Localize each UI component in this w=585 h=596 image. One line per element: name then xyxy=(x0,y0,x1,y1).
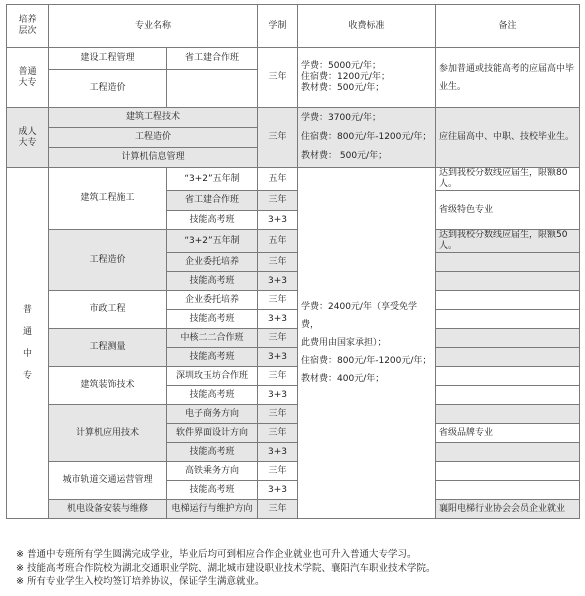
fee-line: 教材费：400元/年； xyxy=(301,374,385,384)
fees-cell xyxy=(298,168,436,519)
header-major: 专业名称 xyxy=(49,5,258,48)
class-cell: 技能高考班 xyxy=(167,481,258,500)
level-label: 普通中专 xyxy=(23,305,33,381)
remark-cell: 应往届高中、中职、技校毕业生。 xyxy=(436,108,580,168)
level-cell xyxy=(7,168,49,519)
remark-cell xyxy=(436,253,580,272)
header-duration: 学制 xyxy=(258,5,298,48)
class-cell: 省工建合作班 xyxy=(167,191,258,211)
remark-cell xyxy=(436,386,580,405)
level-cell xyxy=(7,108,49,168)
duration-cell: 三年 xyxy=(258,108,298,168)
major-cell: 建筑装饰技术 xyxy=(49,367,167,405)
table-row xyxy=(7,291,580,310)
table-row xyxy=(7,329,580,348)
duration-cell: 三年 xyxy=(258,462,298,481)
duration-cell: 3+3 xyxy=(258,481,298,500)
header-row xyxy=(7,5,580,48)
fee-line: 住宿费：1200元/年； xyxy=(301,72,390,82)
fee-line: 住宿费：800元/年-1200元/年； xyxy=(301,356,432,366)
remark-cell xyxy=(436,329,580,348)
class-cell: 软件界面设计方向 xyxy=(167,424,258,443)
class-cell: 技能高考班 xyxy=(167,211,258,230)
table-row xyxy=(7,230,580,253)
remark-cell xyxy=(436,367,580,386)
class-cell: 高铁乘务方向 xyxy=(167,462,258,481)
remark-cell: 达到我校分数线应届生，限额80人。 xyxy=(436,168,580,191)
admissions-table xyxy=(6,4,580,519)
fees-cell xyxy=(298,48,436,108)
header-fees: 收费标准 xyxy=(298,5,436,48)
major-cell: 建设工程管理 xyxy=(49,48,167,70)
class-cell: 技能高考班 xyxy=(167,443,258,462)
fee-line: 住宿费：800元/年-1200元/年； xyxy=(301,132,432,142)
class-cell: “3+2”五年制 xyxy=(167,230,258,253)
major-cell: 工程造价 xyxy=(49,230,167,291)
duration-cell: 三年 xyxy=(258,367,298,386)
major-cell: 计算机应用技术 xyxy=(49,405,167,462)
level-label: 普通大专 xyxy=(18,66,37,88)
footnote: ※ 技能高考班合作院校为湖北交通职业学院、湖北城市建设职业技术学院、襄阳汽车职业技术学院。 xyxy=(16,562,436,574)
duration-cell: 3+3 xyxy=(258,211,298,230)
remark-cell: 达到我校分数线应届生，限额50人。 xyxy=(436,230,580,253)
table-row xyxy=(7,500,580,519)
table-row xyxy=(7,48,580,70)
duration-cell: 三年 xyxy=(258,424,298,443)
duration-cell: 三年 xyxy=(258,48,298,108)
class-cell xyxy=(167,70,258,108)
remark-cell: 襄阳电梯行业协会会员企业就业 xyxy=(436,500,580,519)
class-cell: 电梯运行与维护方向 xyxy=(167,500,258,519)
footnotes xyxy=(16,548,576,589)
duration-cell: 五年 xyxy=(258,168,298,191)
table-row xyxy=(7,108,580,128)
remark-cell xyxy=(436,443,580,462)
class-cell: 技能高考班 xyxy=(167,386,258,405)
remark-cell xyxy=(436,310,580,329)
footnote: ※ 所有专业学生入校均签订培养协议，保证学生满意就业。 xyxy=(16,576,265,587)
major-cell: 工程测量 xyxy=(49,329,167,367)
duration-cell: 3+3 xyxy=(258,386,298,405)
header-remarks: 备注 xyxy=(436,5,580,48)
fee-line: 教材费：500元/年； xyxy=(301,83,385,93)
duration-cell: 3+3 xyxy=(258,310,298,329)
remark-cell xyxy=(436,348,580,367)
class-cell: 技能高考班 xyxy=(167,348,258,367)
remark-cell: 省级品牌专业 xyxy=(436,424,580,443)
level-cell xyxy=(7,48,49,108)
fee-line: 学费：5000元/年； xyxy=(301,61,381,71)
table-row xyxy=(7,168,580,191)
class-cell: 中核二二合作班 xyxy=(167,329,258,348)
major-cell: 工程造价 xyxy=(49,128,258,148)
fee-line: 教材费： 500元/年； xyxy=(301,151,388,161)
table-row xyxy=(7,462,580,481)
class-cell: 企业委托培养 xyxy=(167,291,258,310)
duration-cell: 3+3 xyxy=(258,348,298,367)
class-cell: 技能高考班 xyxy=(167,310,258,329)
class-cell: 深圳玫玉坊合作班 xyxy=(167,367,258,386)
class-cell: “3+2”五年制 xyxy=(167,168,258,191)
major-cell: 市政工程 xyxy=(49,291,167,329)
duration-cell: 五年 xyxy=(258,230,298,253)
fee-line: 此费用由国家承担）； xyxy=(301,338,387,348)
duration-cell: 3+3 xyxy=(258,443,298,462)
table-row xyxy=(7,367,580,386)
remark-cell xyxy=(436,48,580,108)
major-cell: 机电设备安装与维修 xyxy=(49,500,167,519)
header-level-text: 培养层次 xyxy=(18,15,37,36)
class-cell: 省工建合作班 xyxy=(167,48,258,70)
level-label: 成人大专 xyxy=(18,126,37,148)
remark-cell xyxy=(436,462,580,481)
table-row xyxy=(7,405,580,424)
major-cell: 工程造价 xyxy=(49,70,167,108)
duration-cell: 三年 xyxy=(258,253,298,272)
fees-cell xyxy=(298,108,436,168)
fee-line: 学费：2400元/年（享受免学费， xyxy=(301,302,417,330)
major-cell: 建筑工程技术 xyxy=(49,108,258,128)
fee-line: 学费：3700元/年； xyxy=(301,113,381,123)
remark-cell xyxy=(436,405,580,424)
duration-cell: 三年 xyxy=(258,405,298,424)
duration-cell: 3+3 xyxy=(258,272,298,291)
class-cell: 电子商务方向 xyxy=(167,405,258,424)
major-cell: 建筑工程施工 xyxy=(49,168,167,230)
duration-cell: 三年 xyxy=(258,329,298,348)
duration-cell: 三年 xyxy=(258,191,298,211)
remark-cell xyxy=(436,291,580,310)
duration-cell: 三年 xyxy=(258,500,298,519)
major-cell: 计算机信息管理 xyxy=(49,148,258,168)
header-level xyxy=(7,5,49,48)
remark-text: 参加普通或技能高考的应届高中毕业生。 xyxy=(439,63,575,92)
class-cell: 技能高考班 xyxy=(167,272,258,291)
class-cell: 企业委托培养 xyxy=(167,253,258,272)
remark-cell xyxy=(436,272,580,291)
major-cell: 城市轨道交通运营管理 xyxy=(49,462,167,500)
remark-cell xyxy=(436,481,580,500)
duration-cell: 三年 xyxy=(258,291,298,310)
footnote: ※ 普通中专班所有学生圆满完成学业，毕业后均可到相应合作企业就业也可升入普通大专学习。 xyxy=(16,549,417,560)
remark-cell: 省级特色专业 xyxy=(436,191,580,230)
